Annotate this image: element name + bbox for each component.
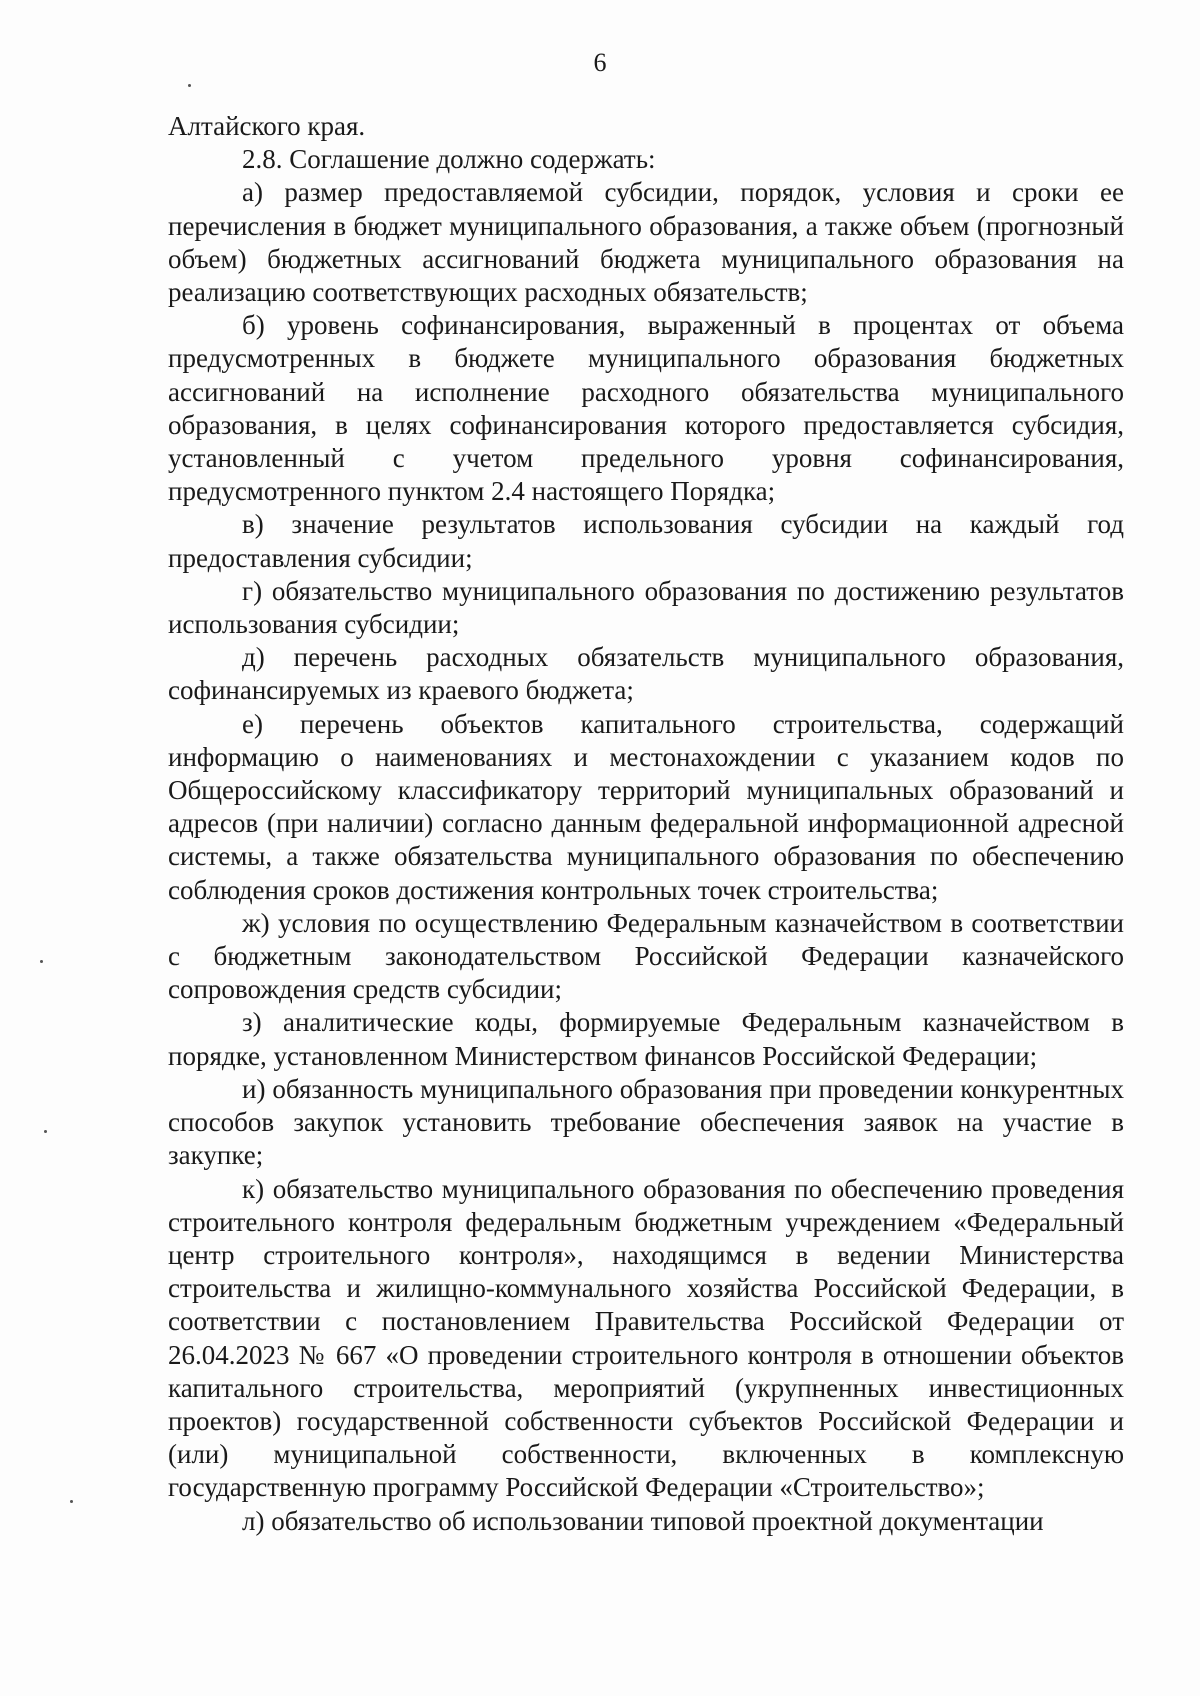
scan-speck bbox=[188, 84, 191, 87]
list-item-zh: ж) условия по осуществлению Федеральным казначейством в соответствии с бюджетным законодательством Российской Федерации казначейского сопровождения средств субсидии; bbox=[168, 907, 1124, 1005]
document-body bbox=[168, 110, 1124, 1538]
list-item-l: л) обязательство об использовании типовой проектной документации bbox=[242, 1505, 1044, 1536]
list-item-v: в) значение результатов использования субсидии на каждый год предоставления субсидии; bbox=[168, 509, 1124, 573]
list-item-i: и) обязанность муниципального образования при проведении конкурентных способов закупок установить требование обеспечения заявок на участие в закупке; bbox=[168, 1073, 1124, 1171]
list-item-d: д) перечень расходных обязательств муниципального образования, софинансируемых из краевого бюджета; bbox=[168, 642, 1124, 706]
list-item-k: к) обязательство муниципального образования по обеспечению проведения строительного контроля федеральным бюджетным учреждением «Федеральный центр строительного контроля», находящимся в ведении Министерства строительства и жилищно-коммунального хозяйства Российской Федерации, в соответствии с постановлением Правительства Российской Федерации от 26.04.2023 № 667 «О проведении строительного контроля в отношении объектов капитального строительства, мероприятий (укрупненных инвестиционных проектов) государственной собственности субъектов Российской Федерации и (или) муниципальной собственности, включенных в комплексную государственную программу Российской Федерации «Строительство»; bbox=[168, 1173, 1124, 1503]
list-item-a: а) размер предоставляемой субсидии, порядок, условия и сроки ее перечисления в бюджет муниципального образования, а также объем (прогнозный объем) бюджетных ассигнований бюджета муниципального образования на реализацию соответствующих расходных обязательств; bbox=[168, 177, 1124, 308]
list-item-e: е) перечень объектов капитального строительства, содержащий информацию о наименованиях и местонахождении с указанием кодов по Общероссийскому классификатору территорий муниципальных образований и адресов (при наличии) согласно данным федеральной информационной адресной системы, а также обязательства муниципального образования по обеспечению соблюдения сроков достижения контрольных точек строительства; bbox=[168, 708, 1124, 905]
list-item-g: г) обязательство муниципального образования по достижению результатов использования субсидии; bbox=[168, 575, 1124, 640]
scan-speck bbox=[40, 960, 43, 963]
page-number: 6 bbox=[593, 48, 607, 77]
list-item-b: б) уровень софинансирования, выраженный в процентах от объема предусмотренных в бюджете муниципального образования бюджетных ассигнований на исполнение расходного обязательства муниципального образования, в целях софинансирования которого предоставляется субсидия, установленный с учетом предельного уровня софинансирования, предусмотренного пунктом 2.4 настоящего Порядка; bbox=[168, 310, 1124, 507]
list-item-z: з) аналитические коды, формируемые Федеральным казначейством в порядке, установленном Министерством финансов Российской Федерации; bbox=[168, 1007, 1124, 1071]
scan-speck bbox=[70, 1500, 73, 1503]
scan-speck bbox=[44, 1130, 47, 1133]
paragraph-continuation: Алтайского края. bbox=[168, 111, 366, 141]
paragraph-2-8: 2.8. Соглашение должно содержать: bbox=[242, 144, 656, 175]
